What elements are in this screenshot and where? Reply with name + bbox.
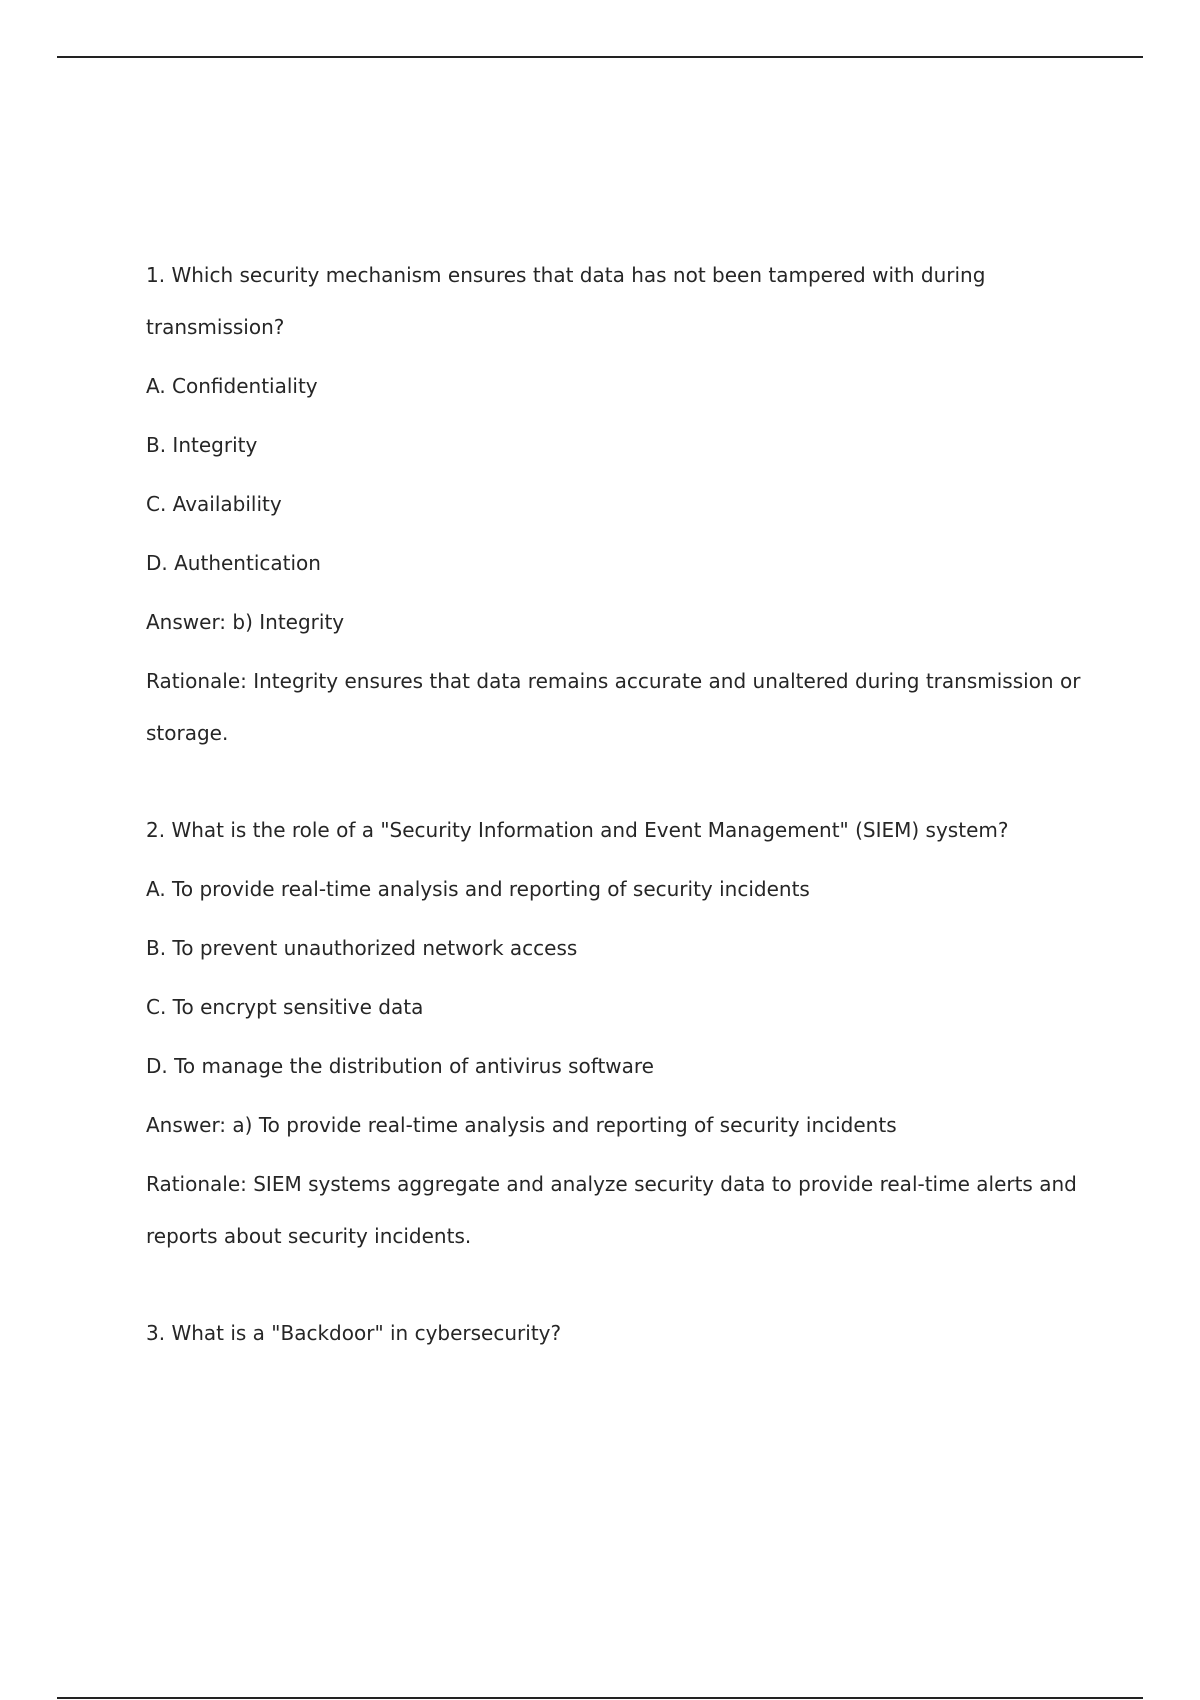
question-text: 1. Which security mechanism ensures that data has not been tampered with during transmission? (146, 263, 986, 339)
option-b: B. Integrity (146, 433, 258, 457)
option-b: B. To prevent unauthorized network access (146, 936, 578, 960)
footer-rule (57, 1697, 1143, 1699)
option-c: C. Availability (146, 492, 282, 516)
document-body (146, 262, 1086, 1379)
answer-text: Answer: a) To provide real-time analysis and reporting of security incidents (146, 1113, 897, 1137)
header-rule (57, 56, 1143, 58)
rationale-text: Rationale: Integrity ensures that data remains accurate and unaltered during transmission or storage. (146, 669, 1081, 745)
question-text: 2. What is the role of a "Security Information and Event Management" (SIEM) system? (146, 818, 1009, 842)
question-block-3 (146, 1320, 1086, 1346)
question-block-2 (146, 817, 1086, 1262)
option-a: A. To provide real-time analysis and reporting of security incidents (146, 877, 810, 901)
option-d: D. To manage the distribution of antivirus software (146, 1054, 654, 1078)
answer-text: Answer: b) Integrity (146, 610, 345, 634)
question-text: 3. What is a "Backdoor" in cybersecurity? (146, 1321, 562, 1345)
option-c: C. To encrypt sensitive data (146, 995, 424, 1019)
option-a: A. Confidentiality (146, 374, 318, 398)
option-d: D. Authentication (146, 551, 321, 575)
rationale-text: Rationale: SIEM systems aggregate and analyze security data to provide real-time alerts and reports about security incidents. (146, 1172, 1077, 1248)
question-block-1 (146, 249, 1086, 759)
